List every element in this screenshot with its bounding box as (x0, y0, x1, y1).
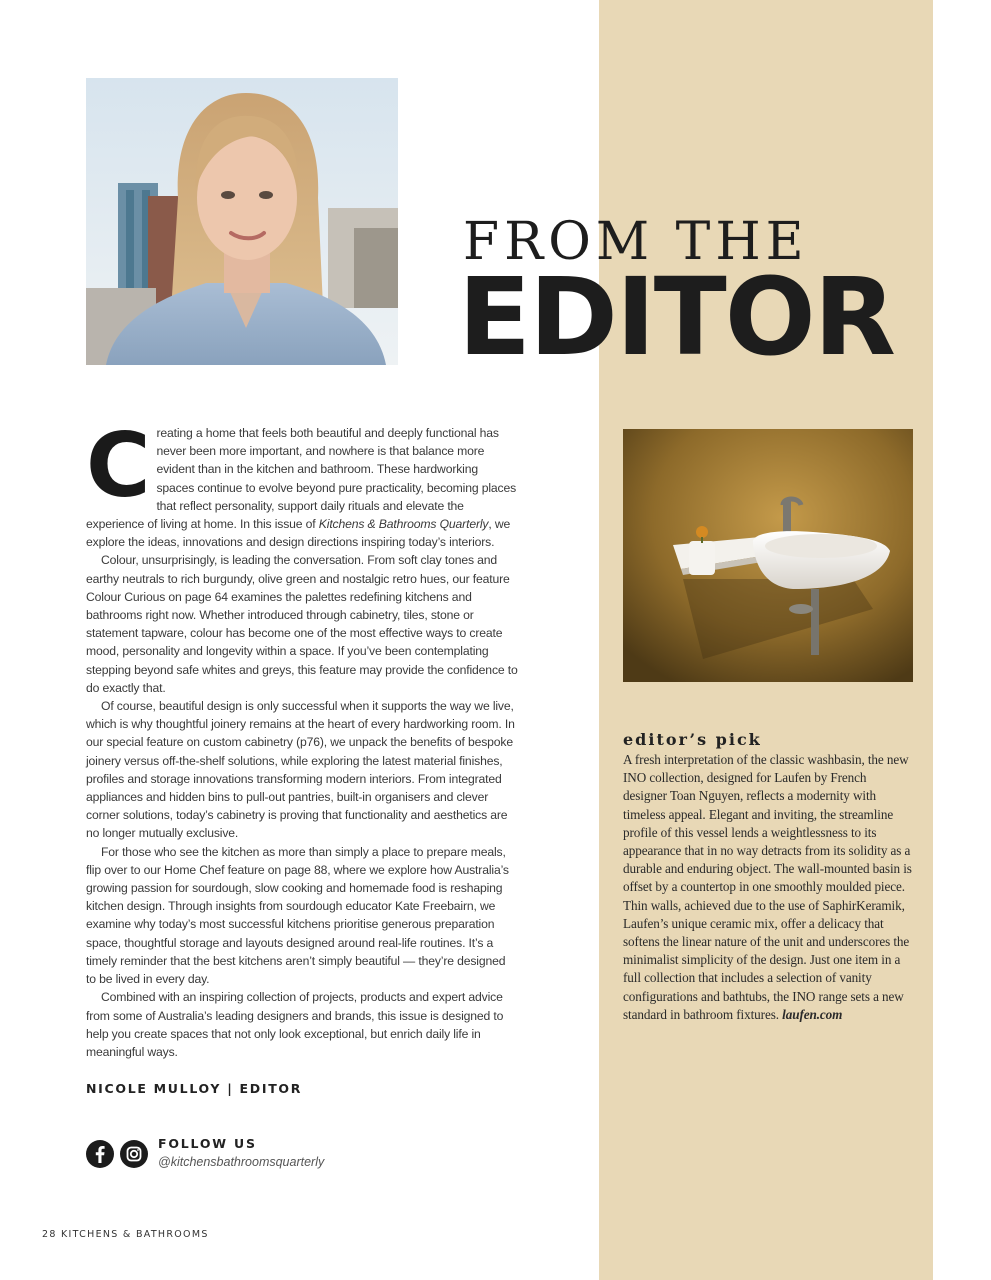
social-handle[interactable]: @kitchensbathroomsquarterly (158, 1155, 325, 1169)
editors-pick-body (623, 751, 913, 1024)
magazine-name: Kitchens & Bathrooms Quarterly (318, 517, 489, 532)
body-paragraph: Colour, unsurprisingly, is leading the conversation. From soft clay tones and earthy neutrals to rich burgundy, olive green and nostalgic retro hues, our feature Colour Curious on page 64 examines the palettes redefining kitchens and bathrooms right now. Whether introduced through cabinetry, tiles, stone or statement tapware, colour has become one of the most effective ways to create mood, personality and longevity within a space. If you’ve been contemplating stepping beyond safe whites and greys, this feature may provide the confidence to do exactly that. (86, 553, 518, 695)
facebook-icon[interactable] (86, 1140, 114, 1168)
editors-pick-photo (623, 429, 913, 682)
instagram-icon[interactable] (120, 1140, 148, 1168)
intro-text-b: , we explore the ideas, innovations and design directions inspiring today’s interiors. (86, 517, 511, 550)
editors-pick-text: A fresh interpretation of the classic washbasin, the new INO collection, designed for Laufen by French designer Toan Nguyen, reflects a modernity with timeless appeal. Elegant and inviting, the streamline profile of this vessel lends a weightlessness to its appearance that in no way detracts from its solidity as a durable and enduring object. The wall-mounted basin is offset by a countertop in one smoothly moulded piece. Thin walls, achieved due to the use of SaphirKeramik, Laufen’s unique ceramic mix, offer a delicacy that softens the linear nature of the unit and underscores the minimalist simplicity of the design. Just one item in a full collection that includes a selection of vanity configurations and bathtubs, the INO range sets a new standard in bathroom fixtures. (623, 752, 912, 1022)
follow-us-block (86, 1136, 324, 1172)
follow-text (158, 1136, 324, 1172)
editorial-body (86, 414, 518, 1061)
body-paragraph: For those who see the kitchen as more than simply a place to prepare meals, flip over to our Home Chef feature on page 88, where we explore how Australia’s growing passion for sourdough, slow cooking and homemade food is reshaping kitchen design. Through insights from sourdough educator Kate Freebairn, we examine why today’s most successful kitchens prioritise generous preparation space, thoughtful storage and layouts designed around real-life routines. It’s a timely reminder that the best kitchens aren’t simply beautiful — they’re designed to be lived in every day. (86, 844, 509, 987)
editor-portrait (86, 78, 398, 365)
laufen-link[interactable]: laufen.com (782, 1006, 843, 1022)
follow-label: FOLLOW US (158, 1136, 257, 1151)
heading-editor: EDITOR (458, 256, 895, 380)
editor-signature: NICOLE MULLOY | EDITOR (86, 1081, 303, 1096)
editors-pick-title: editor’s pick (623, 730, 762, 749)
intro-text-a: reating a home that feels both beautiful and deeply functional has never been more important, and nowhere is that balance more evident than in the kitchen and bathroom. These hardworking spaces continue to evolve beyond pure practicality, becoming places that reflect personality, support daily rituals and elevate the experience of living at home. In this issue of (86, 426, 517, 532)
body-paragraph: Combined with an inspiring collection of projects, products and expert advice from some of Australia’s leading designers and brands, this issue is designed to help you create spaces that not only look exceptional, but enrich daily life in meaningful ways. (86, 990, 504, 1059)
heading-from-the: FROM THE (463, 212, 809, 272)
body-paragraph: Of course, beautiful design is only successful when it supports the way we live, which is why thoughtful joinery remains at the heart of every hardworking room. In our special feature on custom cabinetry (p76), we unpack the benefits of bespoke joinery versus off-the-shelf solutions, while exploring the latest material finishes, profiles and storage innovations transforming modern interiors. From integrated appliances and hidden bins to pull-out pantries, built-in organisers and clever corner solutions, today’s cabinetry is proving that functionality and aesthetics are no longer mutually exclusive. (86, 699, 515, 841)
intro-paragraph (86, 414, 518, 551)
page-footer: 28 KITCHENS & BATHROOMS (42, 1229, 209, 1240)
drop-cap: C (86, 414, 151, 517)
